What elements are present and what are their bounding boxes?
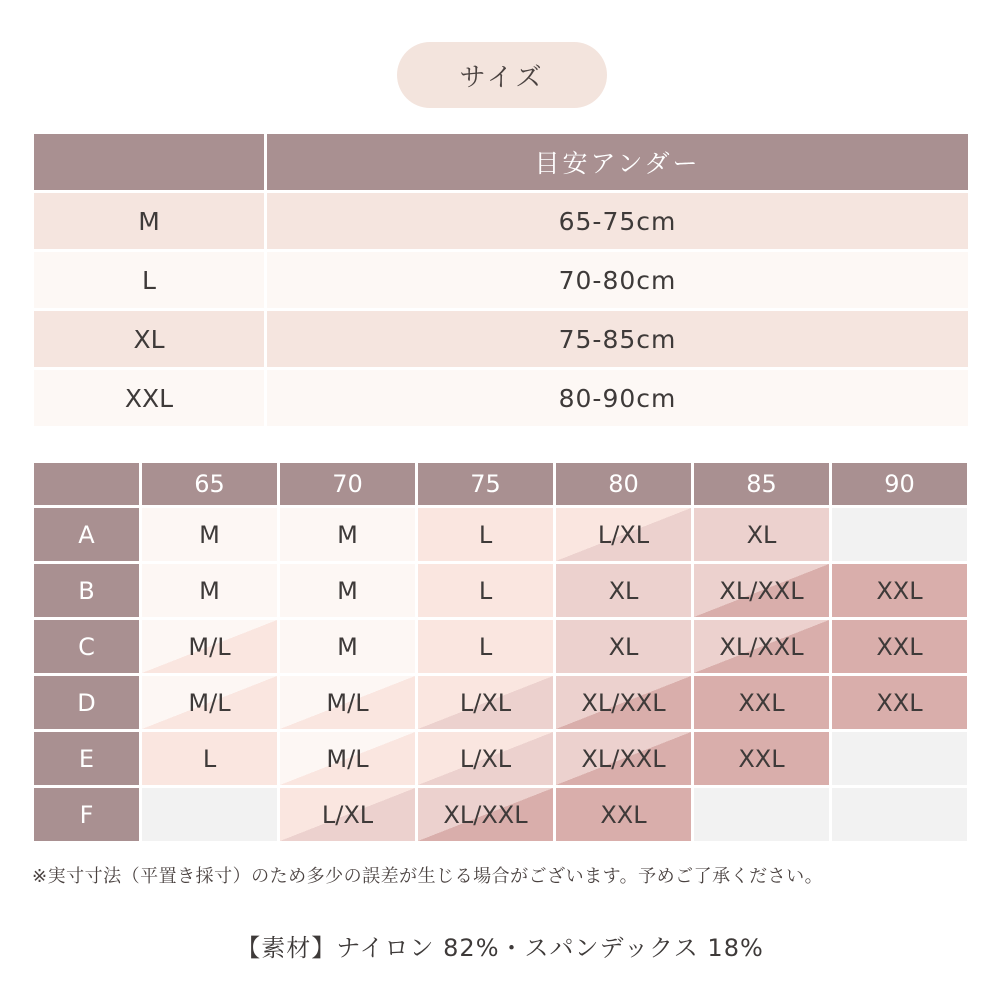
size-range: 80-90cm xyxy=(267,370,968,426)
band-column-header-text: 70 xyxy=(332,470,363,498)
size-cell xyxy=(142,508,277,561)
size-cell xyxy=(142,620,277,673)
size-cell-text: XL xyxy=(746,520,777,549)
size-cell-text: M/L xyxy=(326,688,369,717)
cup-row-header-text: D xyxy=(77,688,96,717)
size-cell xyxy=(832,564,967,617)
size-cell xyxy=(418,788,553,841)
section-title-text: サイズ xyxy=(459,62,545,93)
size-cell-text: M/L xyxy=(326,744,369,773)
size-range-table xyxy=(34,134,968,429)
size-cell-text: M/L xyxy=(188,632,231,661)
size-label: L xyxy=(34,252,264,308)
cup-row-header xyxy=(34,564,139,617)
size-cell-text: XL/XXL xyxy=(581,688,666,717)
size-cell xyxy=(280,732,415,785)
material-info: 【素材】ナイロン 82%・スパンデックス 18% xyxy=(236,934,764,962)
size-cell-text: M xyxy=(199,576,220,605)
size-table-row xyxy=(34,311,968,367)
size-cell xyxy=(418,508,553,561)
size-cell xyxy=(142,676,277,729)
size-cell-text: M/L xyxy=(188,688,231,717)
size-table-row xyxy=(34,252,968,308)
band-column-header-text: 85 xyxy=(746,470,777,498)
band-column-header xyxy=(418,463,553,505)
size-label: XL xyxy=(34,311,264,367)
cup-row-header xyxy=(34,620,139,673)
measurement-note: ※実寸寸法（平置き採寸）のため多少の誤差が生じる場合がございます。予めご了承ください。 xyxy=(32,866,824,887)
cup-size-grid xyxy=(34,463,967,841)
band-column-header xyxy=(694,463,829,505)
size-cell xyxy=(418,620,553,673)
size-cell xyxy=(832,788,967,841)
size-cell-text: L xyxy=(202,744,217,773)
band-column-header xyxy=(556,463,691,505)
size-cell xyxy=(694,676,829,729)
size-cell xyxy=(832,676,967,729)
size-cell xyxy=(556,564,691,617)
size-cell-text: M xyxy=(337,632,358,661)
size-cell xyxy=(418,676,553,729)
size-cell xyxy=(694,564,829,617)
cup-row-header-text: C xyxy=(78,632,95,661)
band-column-header xyxy=(280,463,415,505)
size-cell xyxy=(418,732,553,785)
band-column-header xyxy=(142,463,277,505)
size-cell-text: XL/XXL xyxy=(443,800,528,829)
size-cell xyxy=(556,676,691,729)
cup-row-header-text: F xyxy=(79,800,94,829)
cup-row-header xyxy=(34,508,139,561)
size-cell-text: XXL xyxy=(876,688,923,717)
size-cell-text: XL xyxy=(608,576,639,605)
size-cell xyxy=(694,620,829,673)
band-column-header-text: 75 xyxy=(470,470,501,498)
size-cell-text: XL/XXL xyxy=(719,632,804,661)
size-cell xyxy=(832,620,967,673)
size-cell-text: XXL xyxy=(738,744,785,773)
size-cell-text: M xyxy=(337,520,358,549)
size-cell-text: XL/XXL xyxy=(581,744,666,773)
size-cell-text: L/XL xyxy=(459,744,512,773)
size-cell-text: XXL xyxy=(600,800,647,829)
size-cell xyxy=(280,788,415,841)
size-cell xyxy=(694,732,829,785)
cup-row-header xyxy=(34,676,139,729)
size-table-row xyxy=(34,193,968,249)
band-column-header-text: 90 xyxy=(884,470,915,498)
size-cell xyxy=(694,788,829,841)
size-cell xyxy=(832,732,967,785)
size-cell xyxy=(280,676,415,729)
size-cell-text: XL/XXL xyxy=(719,576,804,605)
size-label: XXL xyxy=(34,370,264,426)
size-cell xyxy=(556,508,691,561)
size-table-header xyxy=(34,134,968,190)
size-cell-text: L xyxy=(478,576,493,605)
size-range: 75-85cm xyxy=(267,311,968,367)
size-cell xyxy=(142,788,277,841)
size-cell xyxy=(556,788,691,841)
grid-corner xyxy=(34,463,139,505)
size-cell-text: L xyxy=(478,632,493,661)
cup-row-header-text: B xyxy=(78,576,95,605)
size-cell xyxy=(832,508,967,561)
size-cell xyxy=(280,508,415,561)
size-cell xyxy=(280,564,415,617)
size-cell-text: XXL xyxy=(738,688,785,717)
band-column-header xyxy=(832,463,967,505)
size-cell-text: XXL xyxy=(876,632,923,661)
cup-row-header xyxy=(34,732,139,785)
size-cell xyxy=(556,620,691,673)
size-range: 70-80cm xyxy=(267,252,968,308)
size-range: 65-75cm xyxy=(267,193,968,249)
band-column-header-text: 80 xyxy=(608,470,639,498)
size-cell xyxy=(556,732,691,785)
section-title xyxy=(397,42,607,108)
size-table-row xyxy=(34,370,968,426)
size-cell xyxy=(142,564,277,617)
size-cell-text: M xyxy=(337,576,358,605)
size-cell-text: L xyxy=(478,520,493,549)
size-cell-text: L/XL xyxy=(459,688,512,717)
size-cell-text: L/XL xyxy=(321,800,374,829)
band-column-header-text: 65 xyxy=(194,470,225,498)
size-cell xyxy=(280,620,415,673)
cup-row-header xyxy=(34,788,139,841)
size-label: M xyxy=(34,193,264,249)
size-cell xyxy=(418,564,553,617)
size-cell-text: L/XL xyxy=(597,520,650,549)
size-cell xyxy=(694,508,829,561)
size-cell-text: XXL xyxy=(876,576,923,605)
size-table-header-under: 目安アンダー xyxy=(267,134,968,190)
size-cell-text: M xyxy=(199,520,220,549)
cup-row-header-text: A xyxy=(78,520,95,549)
size-cell xyxy=(142,732,277,785)
size-table-header-blank xyxy=(34,134,264,190)
size-cell-text: XL xyxy=(608,632,639,661)
cup-row-header-text: E xyxy=(78,744,95,773)
